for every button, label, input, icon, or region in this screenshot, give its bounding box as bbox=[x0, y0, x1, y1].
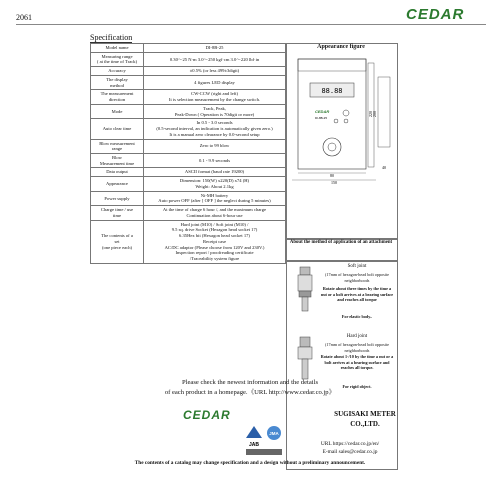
svg-text:88.88: 88.88 bbox=[321, 87, 343, 95]
device-drawing bbox=[290, 55, 394, 185]
table-cell-value: In 0.5 - 3.0 seconds (0.5-second interval, an indication is automatically given zero.) It is a manual zero clearance by 0.0-second setup bbox=[144, 119, 286, 139]
table-row bbox=[91, 177, 286, 191]
table-cell-value: DI-8B-25 bbox=[144, 44, 286, 53]
table-cell-label: The contents of a set (one piece each) bbox=[91, 220, 144, 263]
table-cell-value: ±0.5% (or less 499±3digit) bbox=[144, 67, 286, 76]
table-cell-value: Track, Peak, Peak-Down ( Operation is 70digit or more) bbox=[144, 104, 286, 118]
hard-joint-name: Hard joint bbox=[346, 334, 368, 339]
disclaimer: The contents of a catalog may change specification and a design without a preliminary announcement. bbox=[134, 460, 366, 466]
table-cell-label: Data output bbox=[91, 168, 144, 177]
table-cell-label: Blow measurement range bbox=[91, 139, 144, 153]
table-cell-label: Power supply bbox=[91, 191, 144, 205]
table-cell-value: Dimension: 150(W) x220(D) x74 (H) Weight: About 2.1kg bbox=[144, 177, 286, 191]
footer-notice-line2: of each product in a homepage.《URL http://www.cedar.co.jp》 bbox=[164, 388, 336, 396]
table-cell-label: Charge time / use time bbox=[91, 206, 144, 220]
jma-logo: JMA bbox=[269, 431, 279, 436]
table-row bbox=[91, 220, 286, 263]
section-title: Specification bbox=[90, 33, 133, 42]
page-number: 2061 bbox=[16, 13, 32, 22]
table-cell-label: Blow Measurement time bbox=[91, 154, 144, 168]
attachment-title: About the method of application of an attachment bbox=[289, 240, 393, 245]
dim-width-top: 80 bbox=[330, 173, 334, 178]
jab-logo: JAB bbox=[248, 442, 260, 448]
table-cell-label: Auto clear time bbox=[91, 119, 144, 139]
company-url[interactable]: URL https://cedar.co.jp/en/ bbox=[320, 441, 380, 447]
footer-notice-line1: Please check the newest information and the details bbox=[181, 379, 319, 386]
hard-joint-spec: (17mm of hexagon-head bolt opposite neighborhoods bbox=[325, 342, 389, 353]
table-row bbox=[91, 206, 286, 220]
table-cell-value: Ni-MH battery Auto power OFF (after [ OFF ] the neglect during 5 minutes) bbox=[144, 191, 286, 205]
table-row bbox=[91, 67, 286, 76]
header-rule bbox=[16, 24, 486, 25]
table-cell-label: Accuracy bbox=[91, 67, 144, 76]
hard-joint-usage: For rigid object. bbox=[342, 384, 372, 389]
table-row bbox=[91, 52, 286, 66]
table-cell-value: Zero to 99 blow bbox=[144, 139, 286, 153]
table-cell-value: Hard joint (M10) / Soft joint (M10) / 9.5 sq. drive Socket (Hexagon head socket 17) 6.35Hex bit (Hexagon head socket 17) Receipt case AC/DC adaptor (Please choose from 120V and 230V.) Inspection report / proofreading certificate /Traceability system figure bbox=[144, 220, 286, 263]
brand-logo: CEDAR bbox=[406, 6, 465, 23]
company-name-line2: CO.,LTD. bbox=[350, 419, 380, 428]
footer-brand-logo: CEDAR bbox=[183, 408, 231, 422]
soft-joint-name: Soft joint bbox=[347, 264, 367, 269]
company-name-line1: SUGISAKI METER bbox=[334, 410, 396, 418]
soft-joint-spec: (17mm of hexagon-head bolt opposite neighborhoods bbox=[325, 272, 389, 283]
spec-table bbox=[90, 43, 286, 264]
table-row bbox=[91, 139, 286, 153]
appearance-figure-title: Appearance figure bbox=[317, 44, 365, 50]
dim-height-2: 200 bbox=[372, 111, 377, 117]
table-cell-label: The measurement direction bbox=[91, 90, 144, 104]
table-cell-value: ASCII format (baud rate 19200) bbox=[144, 168, 286, 177]
table-row bbox=[91, 191, 286, 205]
device-brand-label: CEDAR bbox=[315, 109, 330, 114]
contact-info bbox=[300, 440, 400, 456]
table-row bbox=[91, 104, 286, 118]
table-cell-label: The display method bbox=[91, 75, 144, 89]
table-cell-label: Measuring range ( at the time of Track) bbox=[91, 52, 144, 66]
hard-joint-desc: Rotate about 1-/10 by the time a nut or a bolt arrives at a bearing surface and reaches all torque. bbox=[320, 354, 394, 371]
table-row bbox=[91, 154, 286, 168]
table-cell-value: At the time of charge 6 hour /, and the maximum charge Continuation about 6-hour use bbox=[144, 206, 286, 220]
table-row bbox=[91, 44, 286, 53]
footer-notice bbox=[0, 378, 500, 398]
table-cell-label: Appearance bbox=[91, 177, 144, 191]
table-cell-value: CW-CCW (right and left) It is selection measurement by the change switch. bbox=[144, 90, 286, 104]
dim-height-1: 220 bbox=[368, 111, 373, 117]
company-name bbox=[330, 410, 400, 430]
table-cell-label: Model name bbox=[91, 44, 144, 53]
table-row bbox=[91, 119, 286, 139]
company-email[interactable]: E-mail sales@cedar.co.jp bbox=[322, 449, 378, 456]
soft-joint-image bbox=[290, 265, 320, 315]
soft-joint-usage: For elastic body.. bbox=[341, 314, 373, 319]
table-row bbox=[91, 90, 286, 104]
device-model-label: DI-8B-25 bbox=[315, 116, 328, 120]
soft-joint-desc: Rotate about three times by the time a nut or a bolt arrives at a bearing surface and reaches all torque bbox=[320, 286, 394, 303]
spec-rows bbox=[91, 52, 286, 263]
table-cell-label: Mode bbox=[91, 104, 144, 118]
dim-width-bottom: 150 bbox=[331, 180, 337, 185]
table-cell-value: 0.30〜25 N·m 3.0〜250 kgf·cm 3.0〜220 lbf·in bbox=[144, 52, 286, 66]
table-row bbox=[91, 168, 286, 177]
table-cell-value: 4 figures LED display bbox=[144, 75, 286, 89]
dim-depth: 40 bbox=[382, 165, 386, 170]
table-row bbox=[91, 75, 286, 89]
certification-logos bbox=[244, 424, 284, 458]
table-cell-value: 0.1 - 9.9 seconds bbox=[144, 154, 286, 168]
